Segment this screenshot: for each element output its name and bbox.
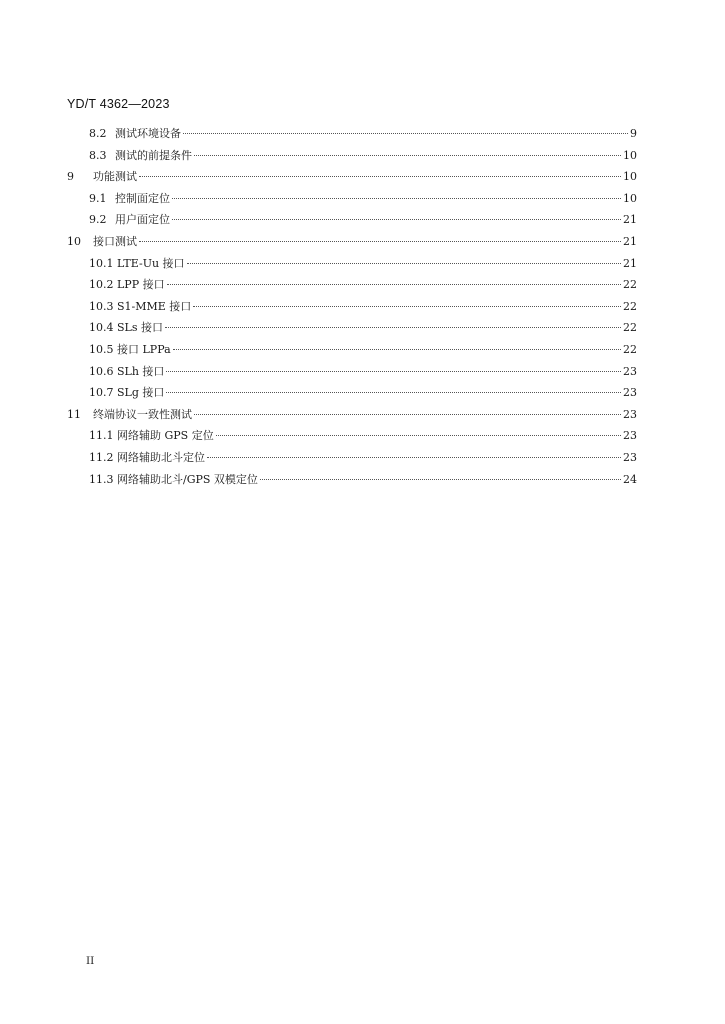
- toc-entry-title: S1-MME 接口: [117, 299, 192, 313]
- dot-leader: [193, 306, 621, 307]
- toc-entry-number: 10.2: [89, 278, 114, 292]
- toc-entry-page: 22: [623, 278, 637, 292]
- toc-entry-number: 11: [67, 407, 81, 421]
- toc-entry-title: SLs 接口: [117, 321, 163, 335]
- toc-entry-title: LTE-Uu 接口: [117, 256, 185, 270]
- page-number: II: [86, 955, 95, 967]
- dot-leader: [166, 392, 621, 393]
- dot-leader: [165, 327, 621, 328]
- dot-leader: [194, 414, 621, 415]
- toc-entry-title: 网络辅助北斗/GPS 双模定位: [117, 472, 258, 486]
- toc-entry-10[interactable]: [67, 231, 637, 253]
- toc-entry-title: 终端协议一致性测试: [93, 407, 192, 421]
- toc-entry-title: 接口 LPPa: [117, 342, 171, 356]
- toc-entry-title: 功能测试: [93, 170, 137, 184]
- toc-entry-number: 9.1: [89, 191, 107, 205]
- toc-entry-number: 10.4: [89, 321, 114, 335]
- dot-leader: [187, 263, 621, 264]
- toc-entry-11-2[interactable]: [67, 447, 637, 469]
- toc-entry-page: 10: [623, 170, 637, 184]
- toc-entry-11-3[interactable]: [67, 469, 637, 491]
- toc-entry-page: 23: [623, 364, 637, 378]
- toc-entry-number: 10.6: [89, 364, 114, 378]
- toc-entry-title: SLh 接口: [117, 364, 165, 378]
- dot-leader: [207, 457, 621, 458]
- toc-entry-page: 22: [623, 321, 637, 335]
- toc-entry-title: 网络辅助 GPS 定位: [117, 429, 214, 443]
- dot-leader: [172, 198, 621, 199]
- toc-entry-number: 11.2: [89, 450, 114, 464]
- toc-entry-9-2[interactable]: [67, 209, 637, 231]
- toc-entry-page: 21: [623, 234, 637, 248]
- table-of-contents: [67, 123, 637, 490]
- toc-entry-title: LPP 接口: [117, 278, 165, 292]
- toc-entry-8-2[interactable]: [67, 123, 637, 145]
- dot-leader: [183, 133, 628, 134]
- toc-entry-number: 11.3: [89, 472, 114, 486]
- toc-entry-10-7[interactable]: [67, 382, 637, 404]
- toc-entry-page: 9: [630, 127, 637, 140]
- toc-entry-page: 22: [623, 299, 637, 313]
- toc-entry-title: 控制面定位: [115, 191, 170, 205]
- toc-entry-10-5[interactable]: [67, 339, 637, 361]
- toc-entry-page: 21: [623, 213, 637, 227]
- toc-entry-10-1[interactable]: [67, 253, 637, 275]
- toc-entry-page: 21: [623, 256, 637, 270]
- toc-entry-11-1[interactable]: [67, 425, 637, 447]
- toc-entry-title: 接口测试: [93, 234, 137, 248]
- toc-entry-number: 10.7: [89, 386, 114, 400]
- toc-entry-page: 23: [623, 429, 637, 443]
- dot-leader: [173, 349, 621, 350]
- toc-entry-9[interactable]: [67, 166, 637, 188]
- toc-entry-10-3[interactable]: [67, 296, 637, 318]
- toc-entry-number: 10.5: [89, 342, 114, 356]
- toc-entry-title: 用户面定位: [115, 213, 170, 227]
- toc-entry-page: 10: [623, 148, 637, 162]
- toc-entry-10-6[interactable]: [67, 361, 637, 383]
- toc-entry-page: 23: [623, 450, 637, 464]
- toc-entry-9-1[interactable]: [67, 188, 637, 210]
- dot-leader: [194, 155, 621, 156]
- toc-entry-number: 8.3: [89, 148, 107, 162]
- toc-entry-number: 9: [67, 170, 74, 184]
- toc-entry-page: 22: [623, 342, 637, 356]
- toc-entry-number: 10.3: [89, 299, 114, 313]
- toc-entry-title: 网络辅助北斗定位: [117, 450, 205, 464]
- toc-entry-number: 9.2: [89, 213, 107, 227]
- toc-entry-8-3[interactable]: [67, 145, 637, 167]
- dot-leader: [216, 435, 621, 436]
- dot-leader: [172, 219, 621, 220]
- toc-entry-page: 24: [623, 472, 637, 486]
- document-code: YD/T 4362—2023: [67, 97, 170, 111]
- toc-entry-title: SLg 接口: [117, 386, 165, 400]
- toc-entry-10-4[interactable]: [67, 317, 637, 339]
- toc-entry-page: 23: [623, 386, 637, 400]
- toc-entry-number: 10: [67, 234, 81, 248]
- dot-leader: [139, 241, 621, 242]
- toc-entry-title: 测试的前提条件: [115, 148, 192, 162]
- dot-leader: [167, 284, 621, 285]
- toc-entry-page: 23: [623, 407, 637, 421]
- toc-entry-11[interactable]: [67, 404, 637, 426]
- dot-leader: [166, 371, 621, 372]
- dot-leader: [260, 479, 621, 480]
- dot-leader: [139, 176, 621, 177]
- toc-entry-page: 10: [623, 191, 637, 205]
- toc-entry-number: 10.1: [89, 256, 114, 270]
- toc-entry-title: 测试环境设备: [115, 127, 181, 140]
- toc-entry-number: 8.2: [89, 127, 107, 140]
- toc-entry-10-2[interactable]: [67, 274, 637, 296]
- toc-entry-number: 11.1: [89, 429, 114, 443]
